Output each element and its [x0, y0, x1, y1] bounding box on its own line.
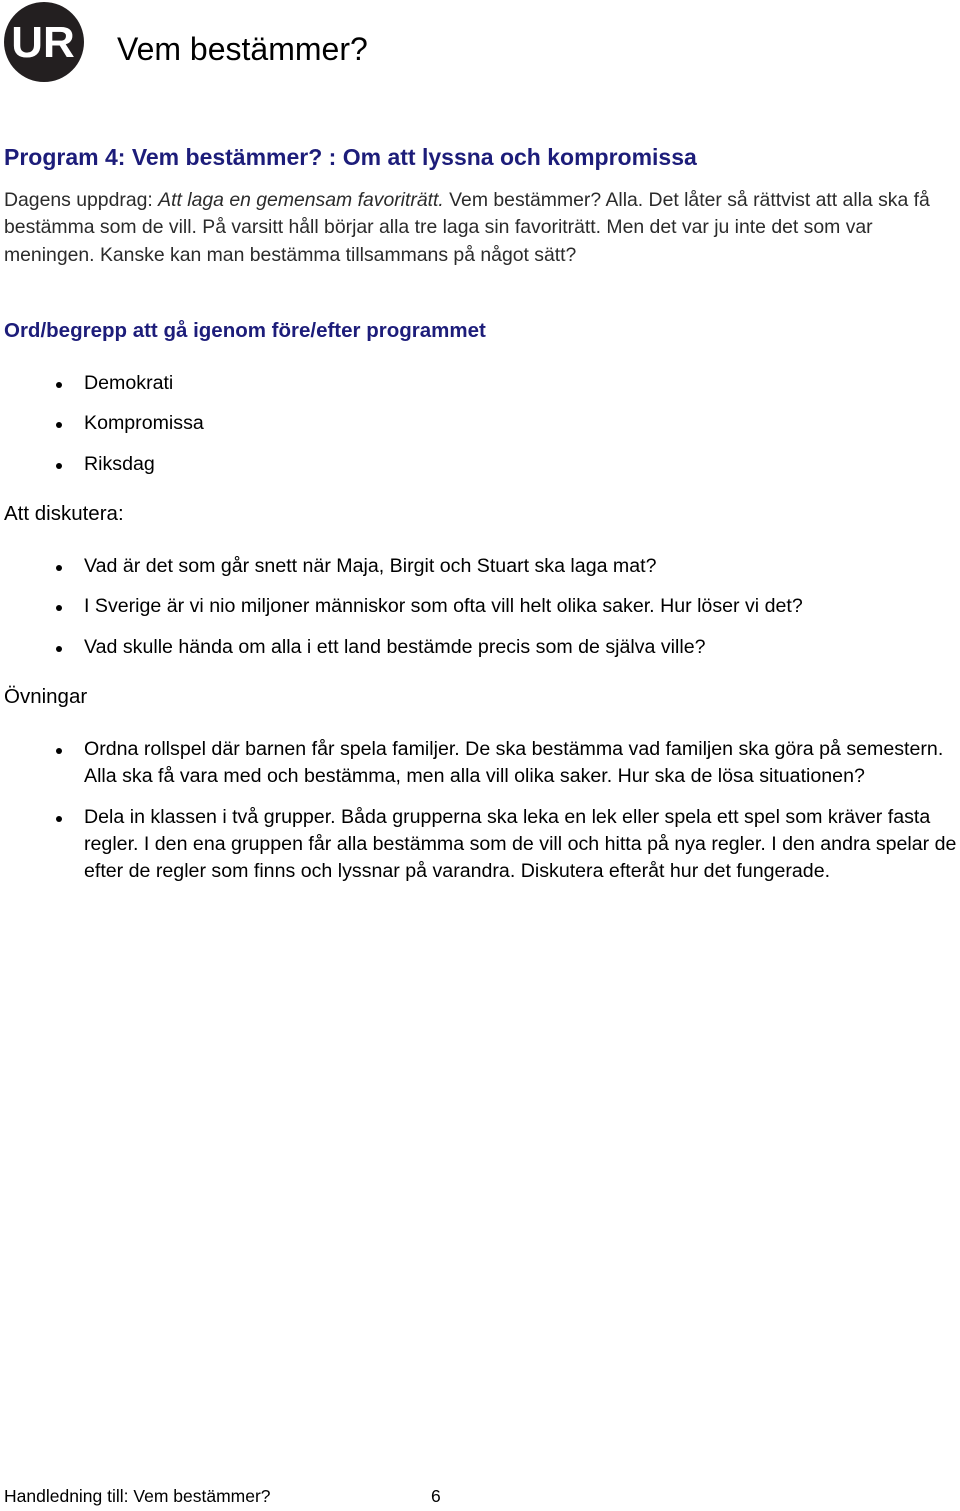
bullet-icon — [56, 382, 62, 388]
intro-text: Vem bestämmer? Alla. Det låter så rättvist att alla ska få bestämma som de vill. På varsitt håll börjar alla tre laga sin favoriträtt. Men det var ju inte det som var meningen. Kanske kan man bestämma tillsammans på något sätt? — [4, 189, 930, 266]
list-item: Kompromissa — [84, 410, 960, 437]
concepts-list — [84, 370, 960, 491]
bullet-icon — [56, 422, 62, 428]
discuss-heading: Att diskutera: — [4, 502, 124, 525]
list-item: Vad skulle hända om alla i ett land bestämde precis som de själva ville? — [84, 634, 960, 661]
list-item: I Sverige är vi nio miljoner människor som ofta vill helt olika saker. Hur löser vi det? — [84, 593, 960, 620]
exercises-list — [84, 736, 960, 898]
bullet-icon — [56, 816, 62, 822]
list-item: Dela in klassen i två grupper. Båda grupperna ska leka en lek eller spela ett spel som kräver fasta regler. I den ena gruppen får alla bestämma som de vill och hitta på nya regler. I den andra spelar de efter de regler som finns och lyssnar på varandra. Diskutera efteråt hur det fungerade. — [84, 804, 960, 886]
ur-logo — [4, 2, 84, 82]
intro-prefix: Dagens uppdrag: — [4, 189, 159, 211]
concepts-heading: Ord/begrepp att gå igenom före/efter programmet — [4, 319, 486, 342]
page-title: Vem bestämmer? — [117, 31, 368, 67]
bullet-icon — [56, 463, 62, 469]
footer-text: Handledning till: Vem bestämmer? — [4, 1486, 271, 1506]
list-item: Demokrati — [84, 370, 960, 397]
svg-text:UR: UR — [11, 18, 75, 67]
bullet-icon — [56, 605, 62, 611]
bullet-icon — [56, 565, 62, 571]
page-footer — [4, 1486, 441, 1507]
list-item: Ordna rollspel där barnen får spela familjer. De ska bestämma vad familjen ska göra på semestern. Alla ska få vara med och bestämma, men alla vill olika saker. Hur ska de lösa situationen? — [84, 736, 960, 791]
intro-mission: Att laga en gemensam favoriträtt. — [158, 189, 444, 211]
bullet-icon — [56, 748, 62, 754]
program-intro — [4, 187, 954, 269]
discuss-list — [84, 553, 960, 674]
list-item: Riksdag — [84, 451, 960, 478]
program-heading: Program 4: Vem bestämmer? : Om att lyssna och kompromissa — [4, 144, 697, 170]
list-item: Vad är det som går snett när Maja, Birgit och Stuart ska laga mat? — [84, 553, 960, 580]
bullet-icon — [56, 646, 62, 652]
exercises-heading: Övningar — [4, 685, 88, 708]
page-number: 6 — [431, 1486, 441, 1506]
